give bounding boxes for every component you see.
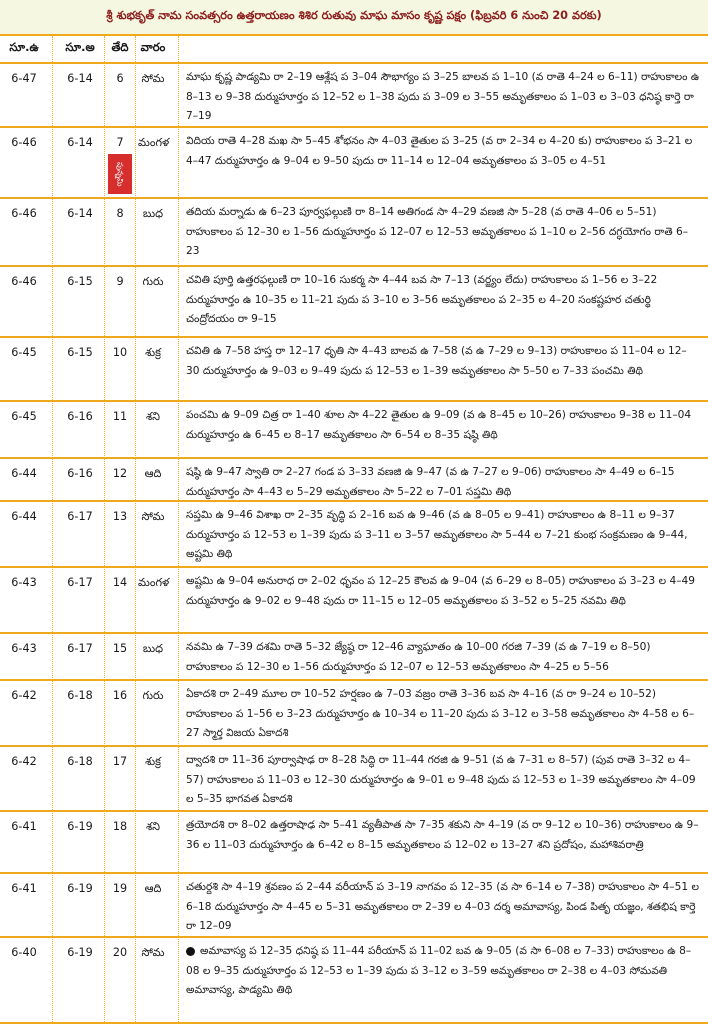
details-text: షష్ఠి ఉ 9–47 స్వాతి రా 2–27 గండ ప 3–33 వణజి ఉ 9–47 (వ ఉ 7–27 ల 9–06) రాహుకాలం సా 4–49 ల 6–15 దుర్ముహూర్తం సా 4–43 ల 5–29 అమృతకాలం సా 5–22 ల 7–01 సప్తమి తిథి bbox=[186, 466, 675, 498]
date-cell: 13 bbox=[112, 510, 128, 523]
sunrise-time: 6-41 bbox=[11, 882, 37, 895]
sunset-time: 6-16 bbox=[67, 467, 93, 480]
table-row bbox=[0, 502, 708, 568]
sunset-time: 6-14 bbox=[67, 136, 93, 149]
sunset-time: 6-17 bbox=[67, 576, 93, 589]
weekday-cell: శుక్ర bbox=[145, 755, 161, 768]
page-title: శ్రీ శుభకృత్ నామ సంవత్సరం ఉత్తరాయణం శిశిర రుతువు మాఘ మాసం కృష్ణ పక్షం (ఫిబ్రవరి 6 నుంచి 20 వరకు) bbox=[106, 9, 602, 22]
weekday-cell: సోమ bbox=[141, 510, 165, 523]
weekday-cell: మంగళ bbox=[138, 136, 170, 149]
date-cell: 10 bbox=[112, 346, 128, 359]
new-moon-icon bbox=[186, 947, 195, 956]
panchang-details bbox=[186, 572, 700, 611]
table-row bbox=[0, 874, 708, 938]
panchang-details bbox=[186, 68, 700, 127]
weekday-cell: శని bbox=[145, 410, 160, 423]
details-text: తదియ మర్నాడు ఉ 6–23 పూర్వఫల్గుణి రా 8–14 అతిగండ సా 4–29 వణజి సా 5–28 (వ రాతె 4–06 ల 5–51) రాహుకాలం ప 12–30 ల 1–56 దుర్ముహూర్తం ప 12–07 ల 12–53 అమృతకాలం ప 1–10 ల 2–56 దగ్ధయోగం రాతె 6–23 bbox=[186, 206, 688, 257]
panchang-details bbox=[186, 942, 700, 1001]
details-text: త్రయోదశి రా 8–02 ఉత్తరాషాఢ సా 5–41 వ్యతీపాత సా 7–35 శకుని సా 4–19 (వ రా 9–12 ల 10–36) రాహుకాలం ఉ 9–36 ల 11–03 దుర్ముహూర్తం ఉ 6–42 ల 8–15 అమృతకాలం ప 12–02 ల 13–27 శని ప్రదోషం, మహాశివరాత్రి bbox=[186, 819, 699, 851]
sunrise-time: 6-42 bbox=[11, 755, 37, 768]
panchang-details bbox=[186, 463, 700, 502]
details-text: మాఘ కృష్ణ పాడ్యమి రా 2–19 ఆశ్లేష ప 3–04 సౌభాగ్యం ప 3–25 బాలవ ప 1–10 (వ రాతె 4–24 ల 6–11) రాహుకాలం ఉ 8–13 ల 9–38 దుర్ముహూర్తం ప 12–52 ల 1–38 పుదు ప 3–09 ల 3–55 అమృతకాలం ప 1–03 ల 3–03 ధనిష్ఠ కార్తె రా 7–19 bbox=[186, 71, 700, 122]
details-text: విదియ రాతె 4–28 మఖ సా 5–45 శోభనం సా 4–03 తైతుల ప 3–25 (వ రా 2–34 ల 4–20 కు) రాహుకాలం ప 3–21 ల 4–47 దుర్ముహూర్తం ఉ 9–04 ల 9–50 పుదు రా 11–14 ల 12–04 అమృతకాలం ప 3–05 ల 4–51 bbox=[186, 135, 693, 167]
header-sunrise: సూ.ఉ bbox=[9, 39, 39, 54]
table-row bbox=[0, 938, 708, 1024]
sunset-time: 6-17 bbox=[67, 642, 93, 655]
table-row bbox=[0, 459, 708, 502]
date-cell: 11 bbox=[112, 410, 128, 423]
sunrise-time: 6-46 bbox=[11, 275, 37, 288]
weekday-cell: బుధ bbox=[142, 207, 164, 220]
sunrise-time: 6-45 bbox=[11, 410, 37, 423]
date-cell: 16 bbox=[112, 689, 128, 702]
details-text: చవితి పూర్తి ఉత్తరఫల్గుణి రా 10–16 సుకర్మ సా 4–44 బవ సా 7–13 (వర్జ్యం లేదు) రాహుకాలం ప 1–56 ల 3–22 దుర్ముహూర్తం ఉ 10–35 ల 11–21 పుదు ప 3–10 ల 3–56 అమృతకాలం ప 2–35 ల 4–20 సంకష్టహర చతుర్థి చంద్రోదయం రా 9–15 bbox=[186, 274, 658, 325]
details-text: చవితి ఉ 7–58 హస్త రా 12–17 ధృతి సా 4–43 బాలవ ఉ 7–58 (వ ఉ 7–29 ల 9–13) రాహుకాలం ప 11–04 ల 12–30 దుర్ముహూర్తం ఉ 9–03 ల 9–49 పుదు ప 12–53 ల 1–39 అమృతకాలం సా 5–50 ల 7–33 పంచమి తిథి bbox=[186, 345, 687, 377]
date-cell: 18 bbox=[112, 820, 128, 833]
weekday-cell: ఆది bbox=[144, 467, 162, 480]
date-cell: 9 bbox=[116, 275, 124, 288]
sunset-time: 6-14 bbox=[67, 207, 93, 220]
table-row bbox=[0, 812, 708, 874]
sunset-time: 6-18 bbox=[67, 689, 93, 702]
date-cell: 6 bbox=[116, 72, 124, 85]
weekday-cell: శని bbox=[145, 820, 160, 833]
sunrise-time: 6-44 bbox=[11, 467, 37, 480]
panchang-details bbox=[186, 878, 700, 937]
table-row bbox=[0, 338, 708, 402]
table-row bbox=[0, 199, 708, 267]
weekday-cell: సోమ bbox=[141, 946, 165, 959]
header-sunset: సూ.అ bbox=[65, 39, 95, 54]
panchang-details bbox=[186, 751, 700, 810]
header-day: వారం bbox=[140, 39, 166, 54]
sunrise-time: 6-47 bbox=[11, 72, 37, 85]
sunset-time: 6-19 bbox=[67, 882, 93, 895]
table-row bbox=[0, 128, 708, 199]
sunrise-time: 6-44 bbox=[11, 510, 37, 523]
details-text: ఏకాదశి రా 2–49 మూల రా 10–52 హర్షణం ఉ 7–03 వజ్రం రాతె 3–36 బవ సా 4–16 (వ రా 9–24 ల 10–52) రాహుకాలం ప 1–56 ల 3–23 దుర్ముహూర్తం ఉ 10–34 ల 11–20 పుదు ప 3–12 ల 3–58 అమృతకాలం సా 4–58 ల 6–27 స్మార్త విజయ ఏకాదశి bbox=[186, 688, 695, 739]
weekday-cell: గురు bbox=[142, 275, 164, 288]
table-row bbox=[0, 402, 708, 459]
sunrise-time: 6-46 bbox=[11, 136, 37, 149]
table-row bbox=[0, 568, 708, 634]
date-cell: 12 bbox=[112, 467, 128, 480]
weekday-cell: ఆది bbox=[144, 882, 162, 895]
sunset-time: 6-19 bbox=[67, 820, 93, 833]
table-row bbox=[0, 64, 708, 128]
details-text: ద్వాదశి రా 11–36 పూర్వాషాఢ రా 8–28 సిద్ధి రా 11–44 గరజి ఉ 9–51 (వ ఉ 7–31 ల 8–57) (పువ రాతె 3–32 ల 4–57) రాహుకాలం ప 11–03 ల 12–30 దుర్ముహూర్తం ఉ 9–01 ల 9–48 పుదు ప 12–53 ల 1–39 అమృతకాలం సా 4–09 ల 5–35 భాగవత ఏకాదశి bbox=[186, 754, 696, 805]
sunset-time: 6-15 bbox=[67, 346, 93, 359]
details-text: అమావాస్య ప 12–35 ధనిష్ఠ ప 11–44 పరీయాన్ ప 11–02 బవ ఉ 9–05 (వ సా 6–08 ల 7–33) రాహుకాలం ఉ 8–08 ల 9–35 దుర్ముహూర్తం ప 12–53 ల 1–39 పుదు ప 3–12 ల 3–59 అమృతకాలం రా 2–38 ల 4–03 సోమవతి అమావాస్య, పాడ్యమి తిథి bbox=[186, 945, 692, 996]
details-text: సప్తమి ఉ 9–46 విశాఖ రా 2–35 వృద్ధి ప 2–16 బవ ఉ 9–46 (వ ఉ 8–05 ల 9–41) రాహుకాలం ఉ 8–11 ల 9–37 దుర్ముహూర్తం ప 12–53 ల 1–39 పుదు ప 3–11 ల 3–57 అమృతకాలం సా 5–44 ల 7–21 కుంభ సంక్రమణం ఉ 9–44, అష్టమి తిథి bbox=[186, 509, 688, 560]
panchang-details bbox=[186, 203, 700, 262]
panchang-details bbox=[186, 638, 700, 677]
sunset-time: 6-15 bbox=[67, 275, 93, 288]
panchang-details bbox=[186, 685, 700, 744]
details-text: చతుర్దశి సా 4–19 శ్రవణం ప 2–44 వరీయాన్ ప 3–19 నాగవం ప 12–35 (వ సా 6–14 ల 7–38) రాహుకాలం సా 4–51 ల 6–18 దుర్ముహూర్తం సా 4–45 ల 5–31 అమృతకాలం రా 2–39 ల 4–03 దర్శ అమావాస్య, పిండ పితృ యజ్ఞం, శతభిష కార్తె రా 12–09 bbox=[186, 881, 699, 932]
details-text: అష్టమి ఉ 9–04 అనురాధ రా 2–02 ధృవం ప 12–25 కౌలవ ఉ 9–04 (వ 6–29 ల 8–05) రాహుకాలం ప 3–23 ల 4–49 దుర్ముహూర్తం ఉ 9–02 ల 9–48 పుదు రా 11–15 ల 12–05 అమృతకాలం ప 3–52 ల 5–25 నవమి తిథి bbox=[186, 575, 695, 607]
sunrise-time: 6-45 bbox=[11, 346, 37, 359]
weekday-cell: బుధ bbox=[142, 642, 164, 655]
date-cell: 15 bbox=[112, 642, 128, 655]
panchang-details bbox=[186, 406, 700, 445]
date-cell: 19 bbox=[112, 882, 128, 895]
date-cell: 14 bbox=[112, 576, 128, 589]
sunrise-time: 6-42 bbox=[11, 689, 37, 702]
date-cell: 8 bbox=[116, 207, 124, 220]
date-cell: 7 bbox=[116, 136, 124, 149]
header-date: తేది bbox=[111, 39, 129, 54]
panchang-details bbox=[186, 506, 700, 565]
panchang-details bbox=[186, 816, 700, 855]
title-bar bbox=[0, 0, 708, 36]
sunset-time: 6-16 bbox=[67, 410, 93, 423]
panchang-details bbox=[186, 342, 700, 381]
table-row bbox=[0, 267, 708, 338]
details-text: పంచమి ఉ 9–09 చిత్ర రా 1–40 శూల సా 4–22 తైతుల ఉ 9–09 (వ ఉ 8–45 ల 10–26) రాహుకాలం 9–38 ల 11–04 దుర్ముహూర్తం ఉ 6–45 ల 8–17 అమృతకాలం సా 6–54 ల 8–35 షష్ఠి తిథి bbox=[186, 409, 692, 441]
panchang-details bbox=[186, 132, 700, 171]
sunset-time: 6-17 bbox=[67, 510, 93, 523]
sunrise-time: 6-43 bbox=[11, 576, 37, 589]
sunrise-time: 6-46 bbox=[11, 207, 37, 220]
weekday-cell: గురు bbox=[142, 689, 164, 702]
date-cell: 17 bbox=[112, 755, 128, 768]
holiday-badge: పున్నమి bbox=[108, 154, 132, 194]
date-cell: 20 bbox=[112, 946, 128, 959]
sunrise-time: 6-40 bbox=[11, 946, 37, 959]
weekday-cell: శుక్ర bbox=[145, 346, 161, 359]
sunrise-time: 6-43 bbox=[11, 642, 37, 655]
table-row bbox=[0, 747, 708, 812]
sunrise-time: 6-41 bbox=[11, 820, 37, 833]
details-text: నవమి ఉ 7–39 దశమి రాతె 5–32 జ్యేష్ఠ రా 12–46 వ్యాఘాతం ఉ 10–00 గరజి 7–39 (వ ఉ 7–19 ల 8–50) రాహుకాలం ప 12–30 ల 1–56 దుర్ముహూర్తం ప 12–07 ల 12–53 అమృతకాలం సా 4–25 ల 5–56 bbox=[186, 641, 651, 673]
table-row bbox=[0, 634, 708, 681]
weekday-cell: సోమ bbox=[141, 72, 165, 85]
table-row bbox=[0, 681, 708, 747]
weekday-cell: మంగళ bbox=[138, 576, 170, 589]
sunset-time: 6-14 bbox=[67, 72, 93, 85]
panchang-details bbox=[186, 271, 700, 330]
sunset-time: 6-19 bbox=[67, 946, 93, 959]
sunset-time: 6-18 bbox=[67, 755, 93, 768]
